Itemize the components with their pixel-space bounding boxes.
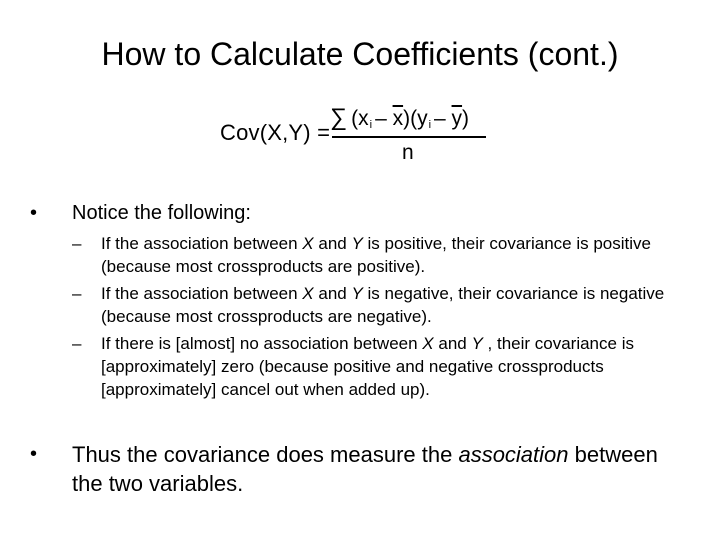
var-y: Y (351, 284, 363, 303)
formula-x-bar: $\overline{x}$ (392, 107, 404, 130)
formula-x-subscript: i (369, 119, 373, 131)
bullet-thus-post: between the two variables. (72, 442, 658, 496)
sub-text: is negative, their covariance is negative (because most crossproducts are negative). (101, 284, 665, 326)
bullet-thus (30, 440, 692, 498)
formula-x-minus: – (375, 107, 393, 130)
var-y: Y (471, 334, 483, 353)
formula-mid: )(y (403, 107, 428, 130)
slide-title: How to Calculate Coefficients (cont.) (101, 36, 619, 72)
var-x: X (302, 284, 314, 303)
dash-marker: – (72, 334, 82, 353)
fraction-bar (332, 136, 486, 138)
sub-bullet-negative (30, 282, 700, 328)
sub-text: , their covariance is [approximately] zero (because positive and negative crossproducts [approximately] cancel out when added up). (101, 334, 634, 399)
formula-y-bar: $\overline{y}$ (451, 107, 463, 130)
formula-y-subscript: i (428, 119, 432, 131)
sub-text: If there is [almost] no association between (101, 334, 423, 353)
var-x: X (422, 334, 434, 353)
var-x: X (302, 234, 314, 253)
dash-marker: – (72, 234, 82, 253)
var-y: Y (351, 234, 363, 253)
sub-text: and (313, 234, 352, 253)
bullet-notice-text: Notice the following: (72, 202, 251, 224)
sigma-symbol: ∑ (330, 104, 348, 131)
bullet-notice (30, 200, 700, 226)
bullet-marker: • (30, 443, 38, 465)
covariance-formula (220, 104, 500, 168)
sub-text: If the association between (101, 284, 303, 303)
dash-marker: – (72, 284, 82, 303)
sub-bullet-list (30, 232, 700, 401)
formula-lhs: Cov(X,Y) = (220, 120, 331, 145)
formula-close: ) (462, 107, 470, 130)
sub-text: If the association between (101, 234, 303, 253)
formula-denominator: n (402, 141, 414, 164)
bullet-thus-pre: Thus the covariance does measure the (72, 442, 459, 467)
sub-text: and (433, 334, 472, 353)
bullet-thus-emphasis: association (458, 442, 569, 467)
sub-text: is positive, their covariance is positive (because most crossproducts are positive). (101, 234, 651, 276)
sub-text: and (313, 284, 352, 303)
formula-y-minus: – (434, 107, 452, 130)
slide-body (30, 200, 700, 496)
formula-x-open: (x (351, 107, 369, 130)
sub-bullet-none (30, 332, 700, 401)
bullet-marker: • (30, 202, 38, 224)
sub-bullet-positive (30, 232, 700, 278)
formula-numerator (330, 104, 469, 139)
formula-fraction (330, 104, 490, 168)
